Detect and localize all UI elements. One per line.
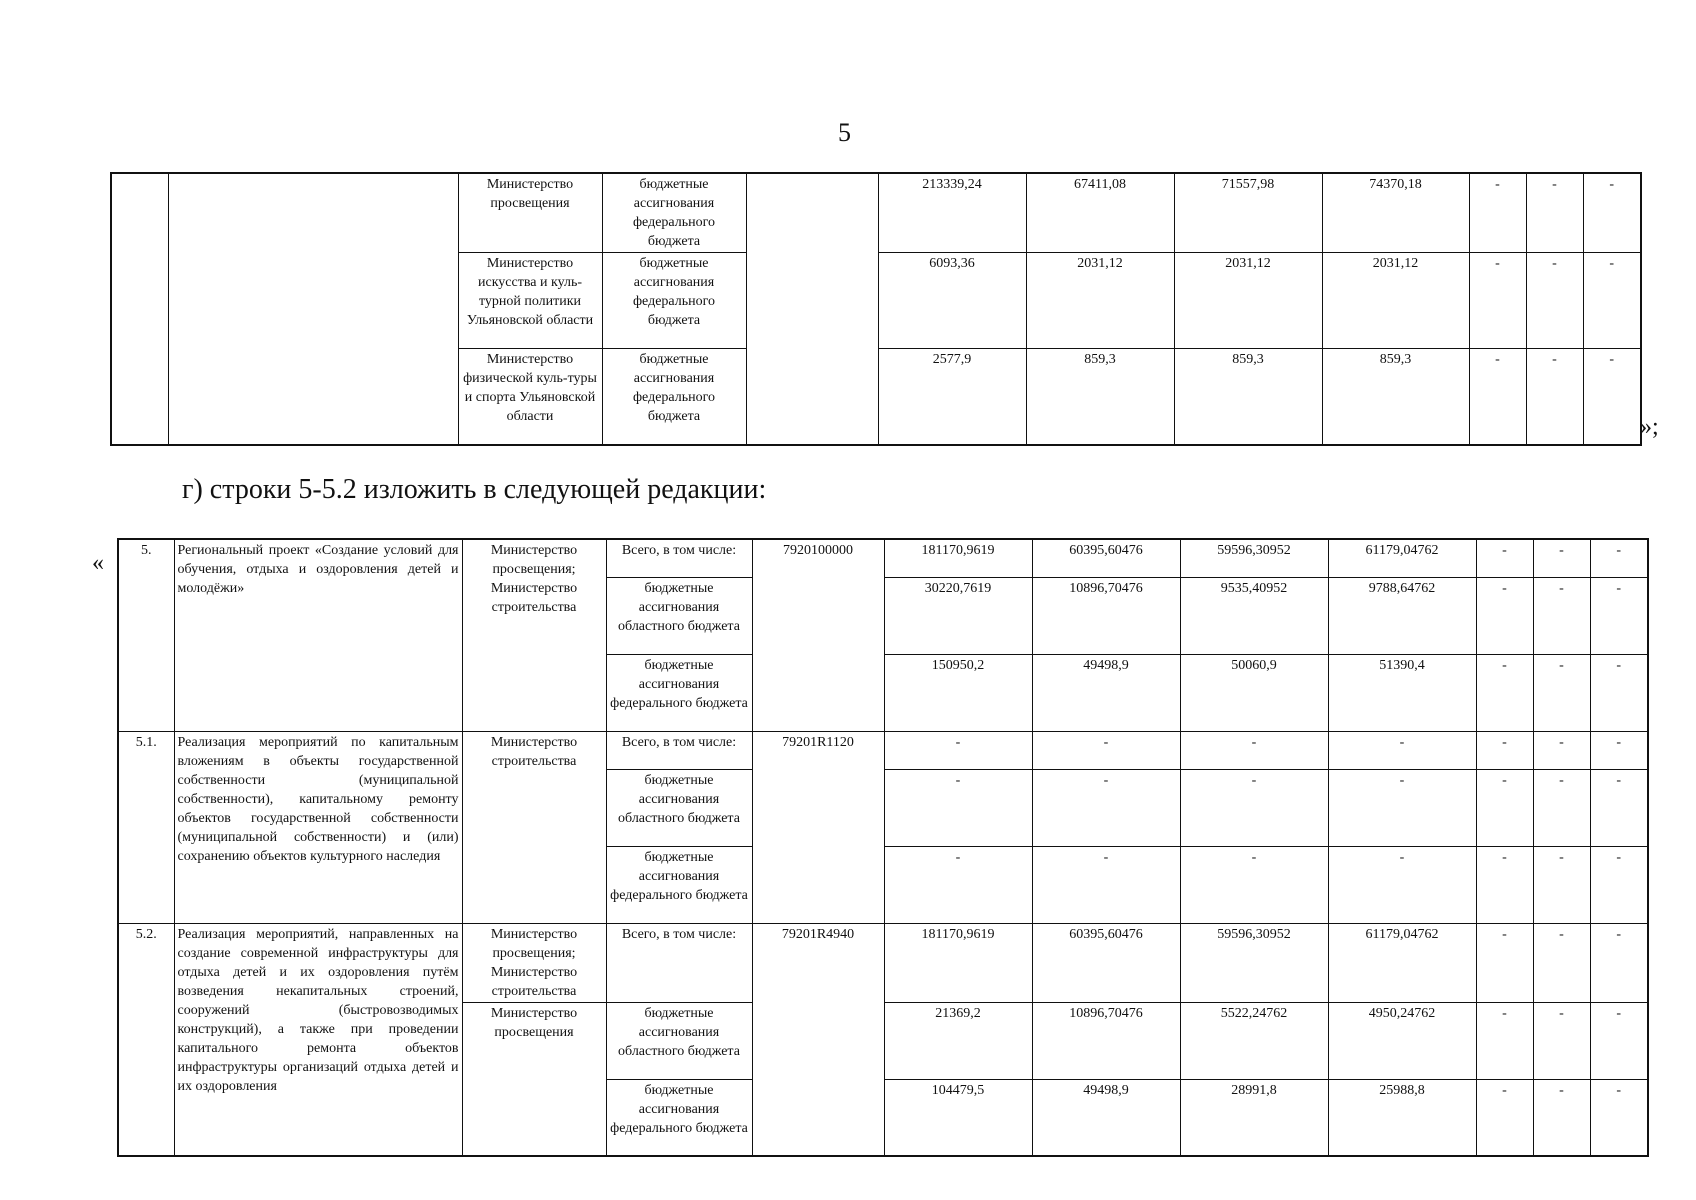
dash-cell: - xyxy=(1533,1079,1590,1156)
dash-cell: - xyxy=(1590,1079,1648,1156)
year2-cell: 28991,8 xyxy=(1180,1079,1328,1156)
year2-cell: 2031,12 xyxy=(1174,253,1322,349)
table-row xyxy=(118,923,1648,1002)
dash-cell: - xyxy=(1476,1002,1533,1079)
year1-cell: 60395,60476 xyxy=(1032,539,1180,577)
dash-cell: - xyxy=(1476,769,1533,846)
empty-name-cell xyxy=(168,173,458,445)
dash-cell: - xyxy=(1590,654,1648,731)
empty-number-cell xyxy=(111,173,168,445)
dash-cell: - xyxy=(1533,654,1590,731)
total-cell: 6093,36 xyxy=(878,253,1026,349)
org-cell: Министерство просвещения xyxy=(458,173,602,253)
budget-type-cell: Всего, в том числе: xyxy=(606,923,752,1002)
total-cell: 181170,9619 xyxy=(884,539,1032,577)
year2-cell: 59596,30952 xyxy=(1180,539,1328,577)
org-cell: Министерство физической куль-туры и спорта Ульяновской области xyxy=(458,349,602,445)
dash-cell: - xyxy=(1533,923,1590,1002)
year3-cell: 4950,24762 xyxy=(1328,1002,1476,1079)
total-cell: - xyxy=(884,731,1032,769)
code-cell: 7920100000 xyxy=(752,539,884,731)
dash-cell: - xyxy=(1469,349,1526,445)
year1-cell: 49498,9 xyxy=(1032,654,1180,731)
dash-cell: - xyxy=(1476,1079,1533,1156)
row-number: 5.2. xyxy=(118,923,174,1156)
total-cell: - xyxy=(884,769,1032,846)
year3-cell: 9788,64762 xyxy=(1328,577,1476,654)
table-row xyxy=(118,731,1648,769)
org-cell: Министерство искусства и куль-турной политики Ульяновской области xyxy=(458,253,602,349)
dash-cell: - xyxy=(1469,253,1526,349)
dash-cell: - xyxy=(1533,539,1590,577)
year3-cell: 859,3 xyxy=(1322,349,1469,445)
total-cell: 21369,2 xyxy=(884,1002,1032,1079)
project-name: Реализация мероприятий, направленных на создание современной инфраструктуры для отдыха детей и их оздоровления путём возведения некапитальных строений, сооружений (быстровозводимых конструкций), а также при проведении капитального ремонта объектов инфраструктуры организаций отдыха детей и их оздоровления xyxy=(174,923,462,1156)
section-heading: г) строки 5-5.2 изложить в следующей редакции: xyxy=(182,474,767,505)
dash-cell: - xyxy=(1476,577,1533,654)
dash-cell: - xyxy=(1533,1002,1590,1079)
year1-cell: 2031,12 xyxy=(1026,253,1174,349)
year3-cell: 61179,04762 xyxy=(1328,539,1476,577)
budget-type-cell: Всего, в том числе: xyxy=(606,731,752,769)
dash-cell: - xyxy=(1590,1002,1648,1079)
budget-type-cell: бюджетные ассигнования федерального бюджета xyxy=(606,846,752,923)
org-cell: Министерство просвещения; Министерство строительства xyxy=(462,539,606,731)
table-row xyxy=(111,173,1641,253)
dash-cell: - xyxy=(1533,577,1590,654)
budget-type-cell: бюджетные ассигнования федерального бюджета xyxy=(602,173,746,253)
closing-quote-mark: »; xyxy=(1640,414,1659,440)
dash-cell: - xyxy=(1476,539,1533,577)
dash-cell: - xyxy=(1590,769,1648,846)
year2-cell: 5522,24762 xyxy=(1180,1002,1328,1079)
dash-cell: - xyxy=(1526,349,1583,445)
dash-cell: - xyxy=(1526,173,1583,253)
year3-cell: - xyxy=(1328,769,1476,846)
budget-type-cell: бюджетные ассигнования областного бюджета xyxy=(606,577,752,654)
year1-cell: 49498,9 xyxy=(1032,1079,1180,1156)
dash-cell: - xyxy=(1590,539,1648,577)
dash-cell: - xyxy=(1469,173,1526,253)
table-row xyxy=(118,539,1648,577)
year1-cell: - xyxy=(1032,846,1180,923)
dash-cell: - xyxy=(1590,731,1648,769)
dash-cell: - xyxy=(1476,923,1533,1002)
dash-cell: - xyxy=(1590,577,1648,654)
dash-cell: - xyxy=(1476,654,1533,731)
dash-cell: - xyxy=(1533,769,1590,846)
budget-type-cell: бюджетные ассигнования федерального бюджета xyxy=(606,654,752,731)
dash-cell: - xyxy=(1590,923,1648,1002)
total-cell: 181170,9619 xyxy=(884,923,1032,1002)
dash-cell: - xyxy=(1583,253,1641,349)
budget-type-cell: бюджетные ассигнования федерального бюджета xyxy=(602,253,746,349)
dash-cell: - xyxy=(1583,349,1641,445)
total-cell: 2577,9 xyxy=(878,349,1026,445)
dash-cell: - xyxy=(1476,846,1533,923)
budget-type-cell: Всего, в том числе: xyxy=(606,539,752,577)
year2-cell: - xyxy=(1180,769,1328,846)
total-cell: 30220,7619 xyxy=(884,577,1032,654)
budget-type-cell: бюджетные ассигнования федерального бюджета xyxy=(606,1079,752,1156)
org-cell: Министерство просвещения; Министерство строительства xyxy=(462,923,606,1002)
total-cell: 213339,24 xyxy=(878,173,1026,253)
total-cell: - xyxy=(884,846,1032,923)
org-cell: Министерство строительства xyxy=(462,731,606,923)
total-cell: 150950,2 xyxy=(884,654,1032,731)
year1-cell: 10896,70476 xyxy=(1032,577,1180,654)
year2-cell: 859,3 xyxy=(1174,349,1322,445)
dash-cell: - xyxy=(1533,731,1590,769)
upper-budget-table xyxy=(110,172,1642,446)
year2-cell: - xyxy=(1180,731,1328,769)
opening-quote-mark: « xyxy=(92,550,104,576)
row-number: 5. xyxy=(118,539,174,731)
project-name: Реализация мероприятий по капитальным вложениям в объекты государственной собственности (муниципальной собственности), капитальному ремонту объектов государственной собственности (муниципальной собственности) и (или) сохранению объектов культурного наследия xyxy=(174,731,462,923)
year3-cell: 51390,4 xyxy=(1328,654,1476,731)
dash-cell: - xyxy=(1476,731,1533,769)
code-cell: 79201R4940 xyxy=(752,923,884,1156)
empty-code-cell xyxy=(746,173,878,445)
row-number: 5.1. xyxy=(118,731,174,923)
year2-cell: 71557,98 xyxy=(1174,173,1322,253)
year3-cell: 61179,04762 xyxy=(1328,923,1476,1002)
year1-cell: - xyxy=(1032,731,1180,769)
year1-cell: 67411,08 xyxy=(1026,173,1174,253)
year1-cell: 10896,70476 xyxy=(1032,1002,1180,1079)
dash-cell: - xyxy=(1533,846,1590,923)
dash-cell: - xyxy=(1590,846,1648,923)
budget-type-cell: бюджетные ассигнования федерального бюджета xyxy=(602,349,746,445)
code-cell: 79201R1120 xyxy=(752,731,884,923)
total-cell: 104479,5 xyxy=(884,1079,1032,1156)
page-number: 5 xyxy=(838,118,851,147)
year2-cell: - xyxy=(1180,846,1328,923)
dash-cell: - xyxy=(1583,173,1641,253)
org-cell: Министерство просвещения xyxy=(462,1002,606,1156)
dash-cell: - xyxy=(1526,253,1583,349)
budget-type-cell: бюджетные ассигнования областного бюджета xyxy=(606,769,752,846)
year2-cell: 50060,9 xyxy=(1180,654,1328,731)
year1-cell: 859,3 xyxy=(1026,349,1174,445)
year3-cell: 25988,8 xyxy=(1328,1079,1476,1156)
lower-budget-table xyxy=(117,538,1649,1157)
budget-type-cell: бюджетные ассигнования областного бюджета xyxy=(606,1002,752,1079)
year3-cell: 2031,12 xyxy=(1322,253,1469,349)
year3-cell: 74370,18 xyxy=(1322,173,1469,253)
year3-cell: - xyxy=(1328,731,1476,769)
year1-cell: - xyxy=(1032,769,1180,846)
year2-cell: 59596,30952 xyxy=(1180,923,1328,1002)
year1-cell: 60395,60476 xyxy=(1032,923,1180,1002)
project-name: Региональный проект «Создание условий для обучения, отдыха и оздоровления детей и молодёжи» xyxy=(174,539,462,731)
year2-cell: 9535,40952 xyxy=(1180,577,1328,654)
year3-cell: - xyxy=(1328,846,1476,923)
